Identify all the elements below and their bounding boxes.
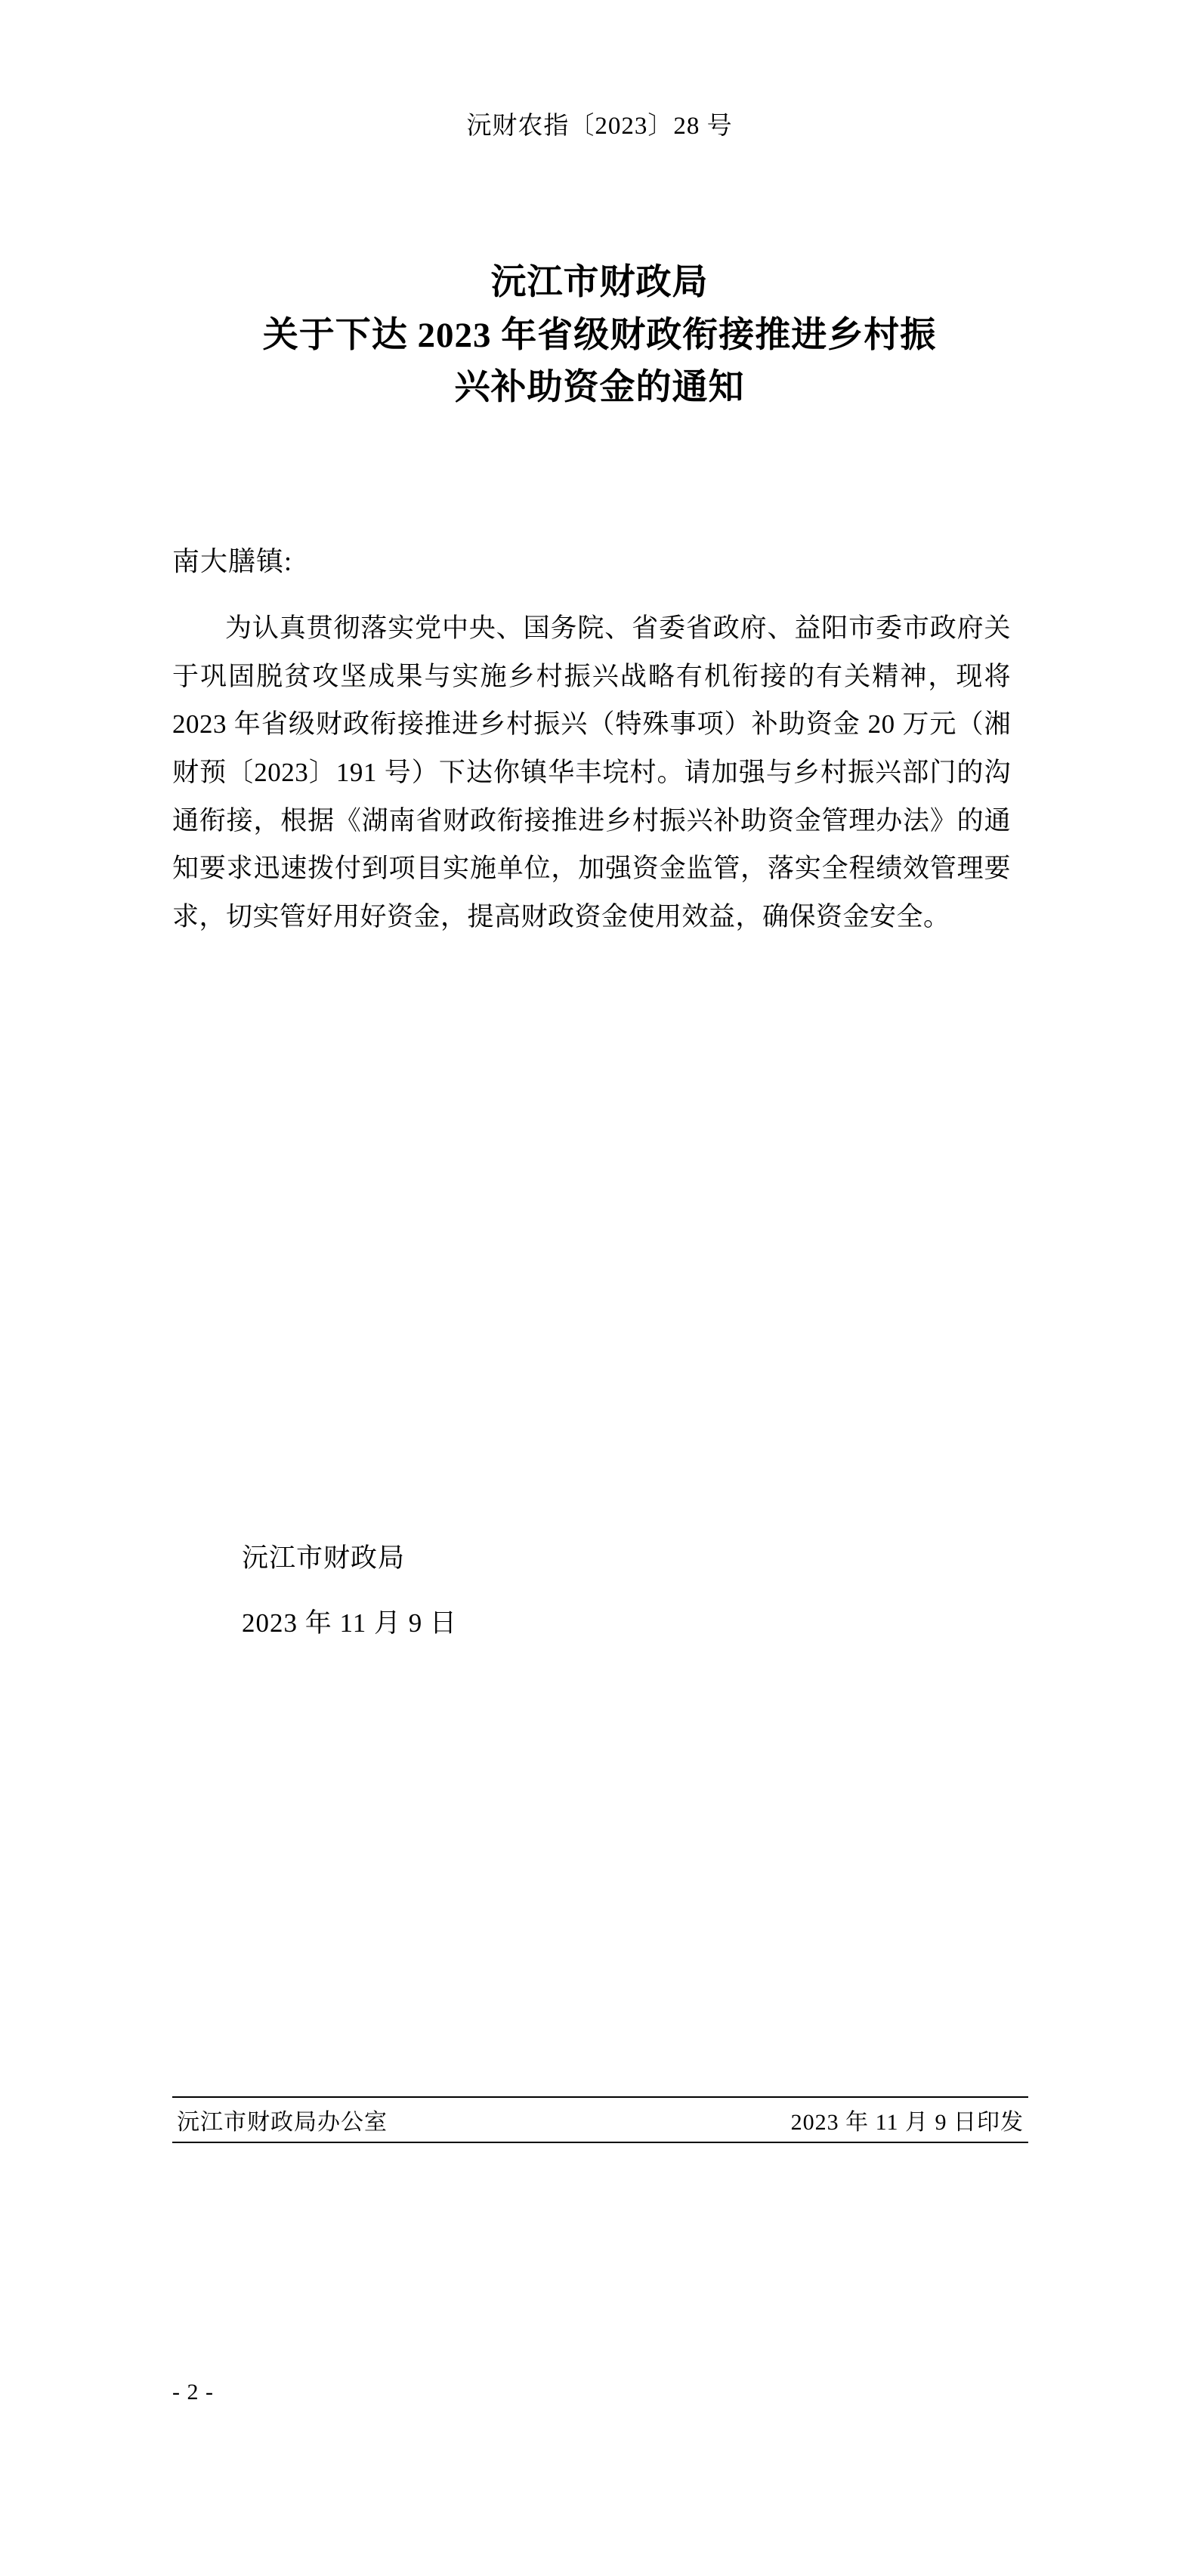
- signature-date: 2023 年 11 月 9 日: [242, 1608, 457, 1638]
- signature-block: [0, 1537, 1199, 1640]
- document-title: [151, 257, 1048, 415]
- signature-organization: 沅江市财政局: [242, 1543, 406, 1573]
- page-footer: [172, 2096, 1028, 2143]
- body-paragraph: 为认真贯彻落实党中央、国务院、省委省政府、益阳市委市政府关于巩固脱贫攻坚成果与实施乡村振兴战略有机衔接的有关精神，现将 2023 年省级财政衔接推进乡村振兴（特殊事项）补助资金 20 万元（湘财预〔2023〕191 号）下达你镇华丰垸村。请加强与乡村振兴部门的沟通衔接，根据《湖南省财政衔接推进乡村振兴补助资金管理办法》的通知要求迅速拨付到项目实施单位，加强资金监管，落实全程绩效管理要求，切实管好用好资金，提高财政资金使用效益，确保资金安全。: [172, 613, 1011, 932]
- document-number: 沅财农指〔2023〕28 号: [466, 113, 733, 140]
- footer-issuer: 沅江市财政局办公室: [177, 2110, 388, 2135]
- title-line-2: 关于下达 2023 年省级财政衔接推进乡村振: [262, 315, 937, 355]
- title-line-1: 沅江市财政局: [490, 263, 709, 302]
- page-number: - 2 -: [172, 2380, 214, 2405]
- body-text: [172, 604, 1011, 941]
- addressee: 南大膳镇:: [172, 546, 293, 576]
- footer-issue-date: 2023 年 11 月 9 日印发: [790, 2110, 1024, 2135]
- title-line-3: 兴补助资金的通知: [454, 368, 745, 408]
